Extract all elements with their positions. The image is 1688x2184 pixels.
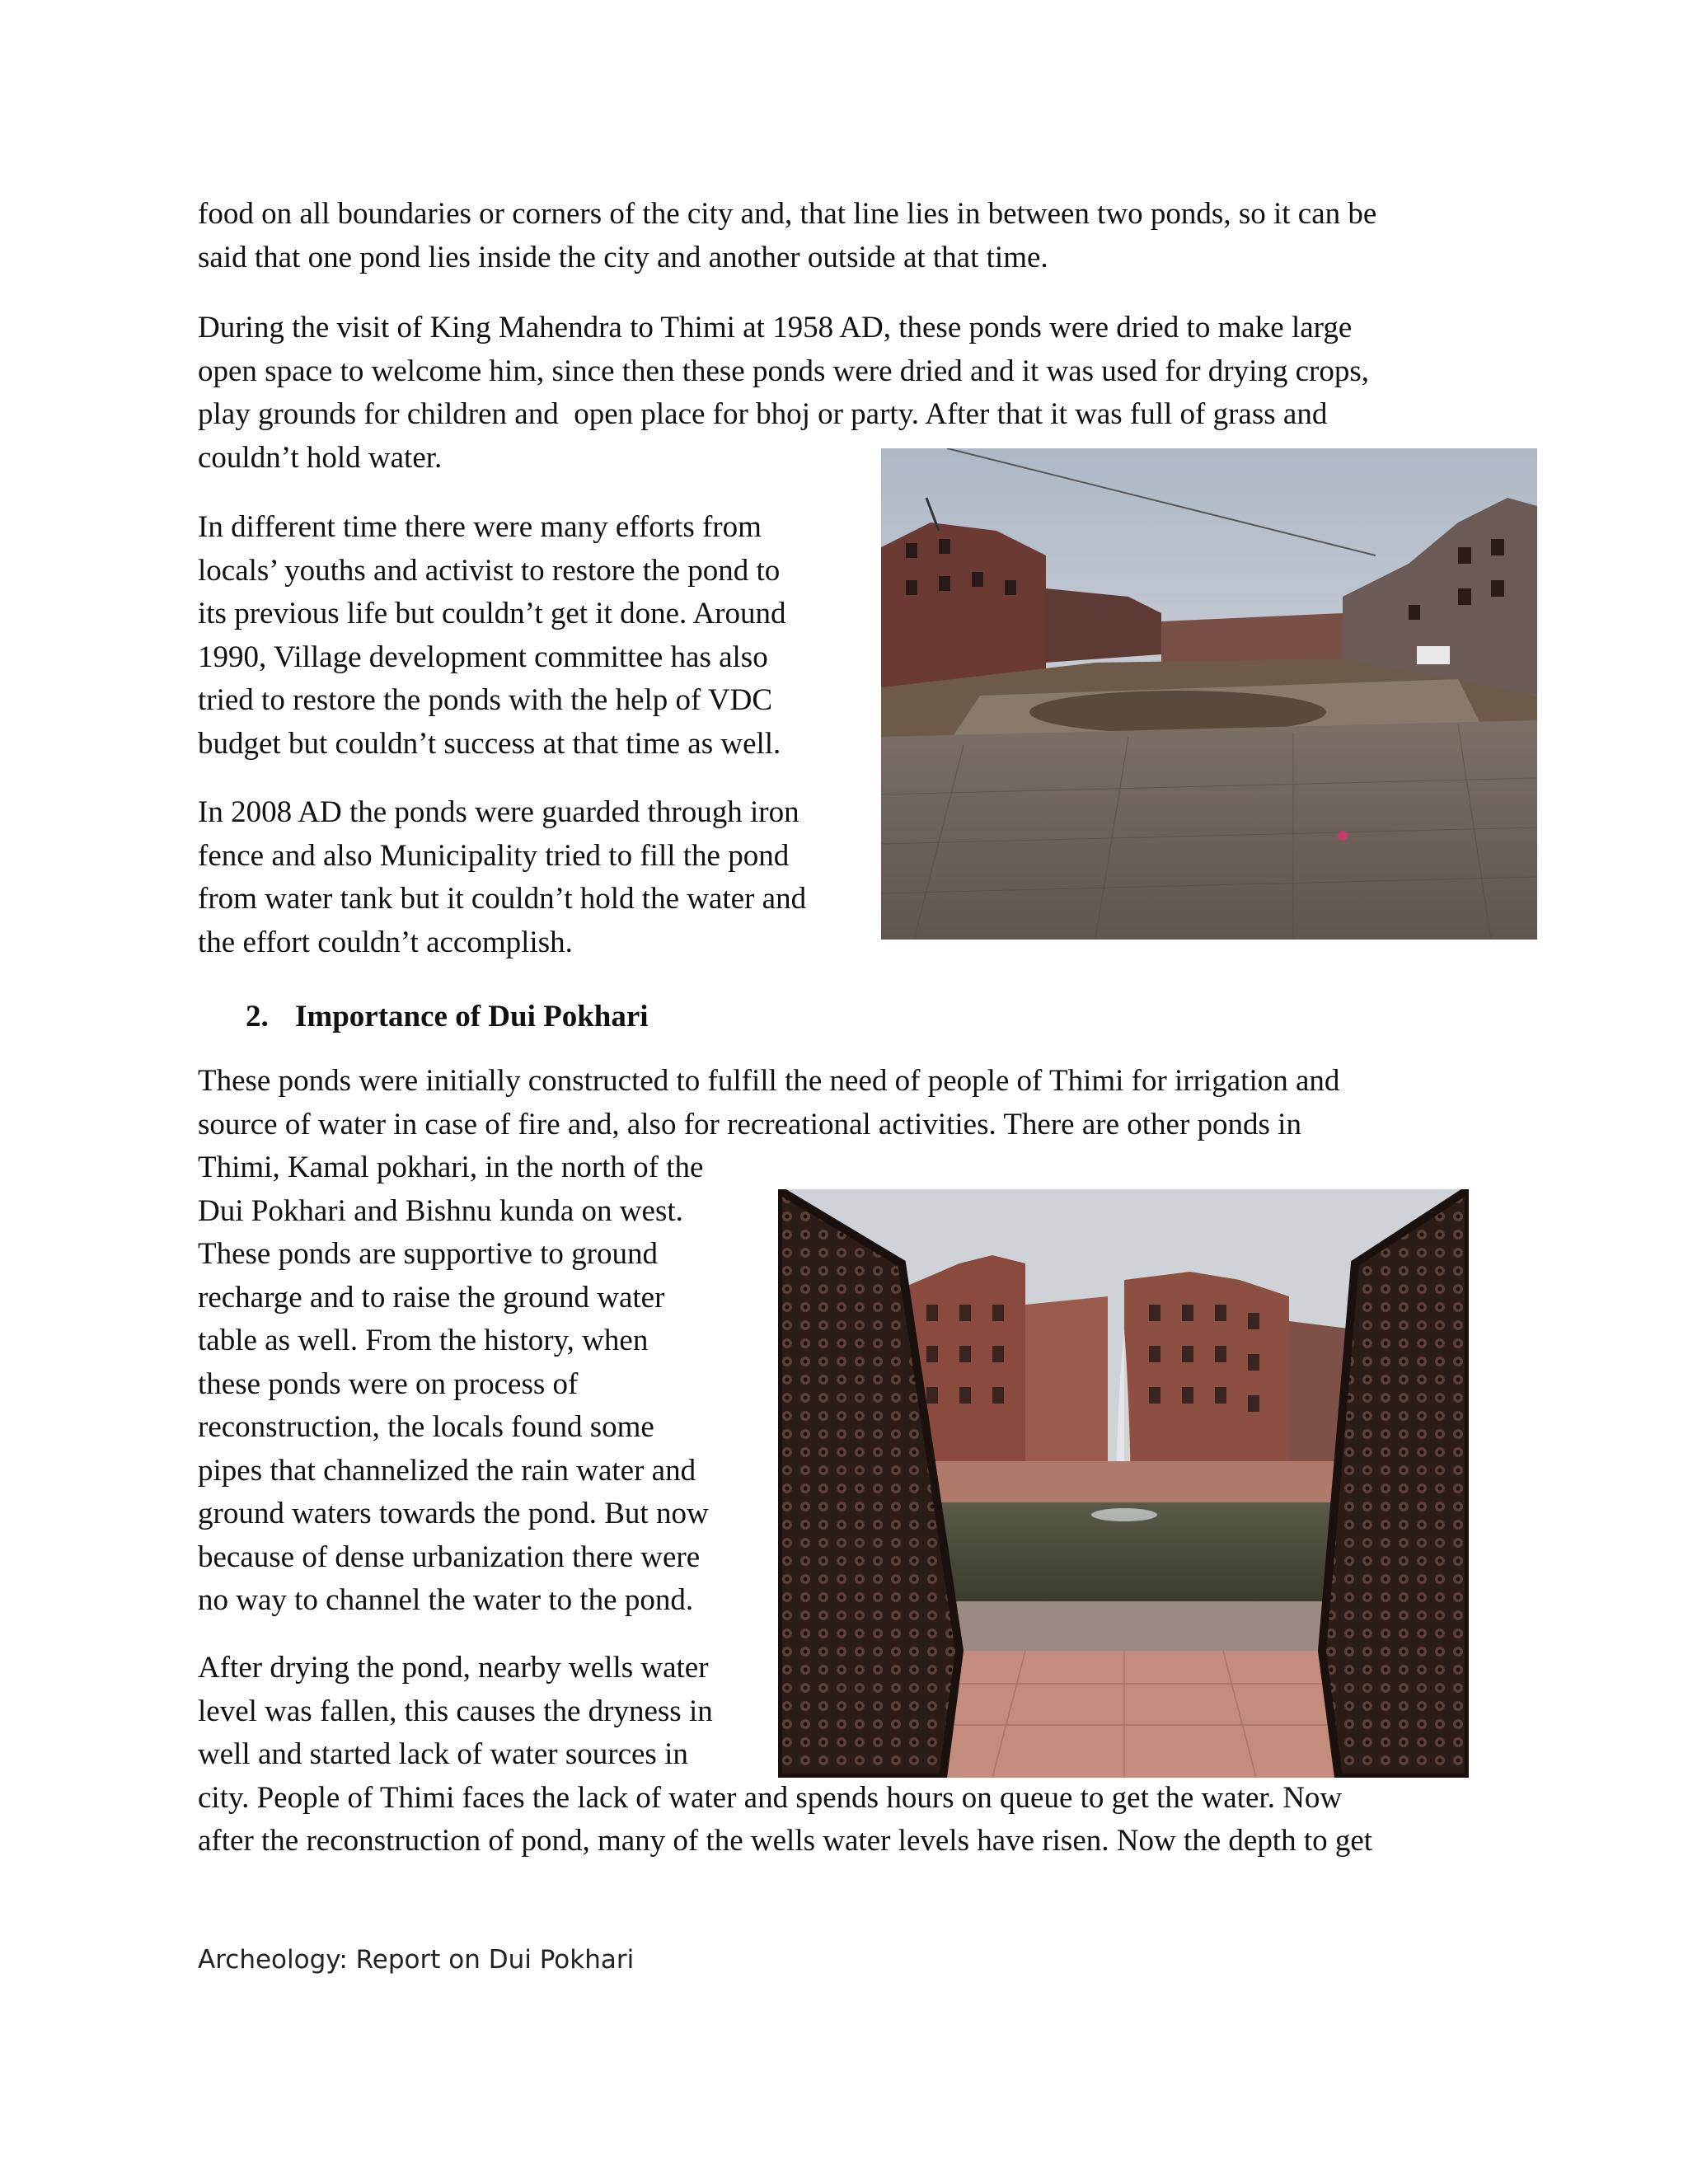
text-line: from water tank but it couldn’t hold the water and: [198, 882, 807, 916]
text-line: fence and also Municipality tried to fill the pond: [198, 838, 790, 873]
text-line: ground waters towards the pond. But now: [198, 1497, 709, 1530]
text-line: In different time there were many efforts from: [198, 510, 762, 544]
section-title: Importance of Dui Pokhari: [295, 1000, 649, 1033]
text-line: table as well. From the history, when: [198, 1324, 649, 1357]
section-number: 2.: [246, 1000, 269, 1033]
dried-pond-photo: [881, 448, 1537, 940]
page-footer: Archeology: Report on Dui Pokhari: [198, 1945, 635, 1975]
paragraph-p4: [198, 791, 806, 964]
text-line: said that one pond lies inside the city and another outside at that time.: [198, 240, 1048, 274]
text-line: open space to welcome him, since then these ponds were dried and it was used for drying crops,: [198, 354, 1370, 388]
text-line: These ponds were initially constructed to fulfill the need of people of Thimi for irrigation and: [198, 1064, 1340, 1098]
text-line: after the reconstruction of pond, many of the wells water levels have risen. Now the depth to get: [198, 1824, 1373, 1858]
text-line: the effort couldn’t accomplish.: [198, 925, 573, 959]
text-line: In 2008 AD the ponds were guarded through iron: [198, 795, 799, 829]
text-line: these ponds were on process of: [198, 1366, 579, 1401]
text-line: After drying the pond, nearby wells water: [198, 1651, 709, 1685]
section-heading: [246, 996, 649, 1038]
text-line: 1990, Village development committee has also: [198, 640, 768, 674]
text-line: its previous life but couldn’t get it done. Around: [198, 597, 786, 630]
text-line: pipes that channelized the rain water and: [198, 1453, 696, 1488]
text-line: Thimi, Kamal pokhari, in the north of the: [198, 1151, 704, 1184]
text-line: level was fallen, this causes the dryness in: [198, 1694, 713, 1728]
text-line: because of dense urbanization there were: [198, 1540, 701, 1574]
text-line: Dui Pokhari and Bishnu kunda on west.: [198, 1193, 683, 1228]
text-line: budget but couldn’t success at that time as well.: [198, 726, 781, 761]
text-line: food on all boundaries or corners of the city and, that line lies in between two ponds, so it can be: [198, 197, 1377, 231]
text-line: no way to channel the water to the pond.: [198, 1583, 694, 1617]
text-line: During the visit of King Mahendra to Thimi at 1958 AD, these ponds were dried to make large: [198, 311, 1353, 344]
text-line: source of water in case of fire and, also for recreational activities. There are other ponds in: [198, 1107, 1301, 1141]
text-line: reconstruction, the locals found some: [198, 1410, 654, 1444]
paragraph-p3: [198, 506, 786, 766]
text-line: city. People of Thimi faces the lack of water and spends hours on queue to get the water. Now: [198, 1780, 1343, 1815]
text-line: couldn’t hold water.: [198, 440, 443, 475]
paragraph-p1: [198, 193, 1376, 279]
text-line: tried to restore the ponds with the help of VDC: [198, 683, 773, 717]
text-line: recharge and to raise the ground water: [198, 1280, 665, 1315]
dried-pond-illustration: [881, 448, 1537, 940]
text-line: These ponds are supportive to ground: [198, 1237, 658, 1271]
restored-pond-illustration: [778, 1189, 1469, 1778]
text-line: play grounds for children and open place for bhoj or party. After that it was full of grass and: [198, 397, 1328, 431]
restored-pond-photo: [778, 1189, 1469, 1778]
text-line: locals’ youths and activist to restore the pond to: [198, 553, 781, 588]
text-line: well and started lack of water sources in: [198, 1737, 688, 1771]
